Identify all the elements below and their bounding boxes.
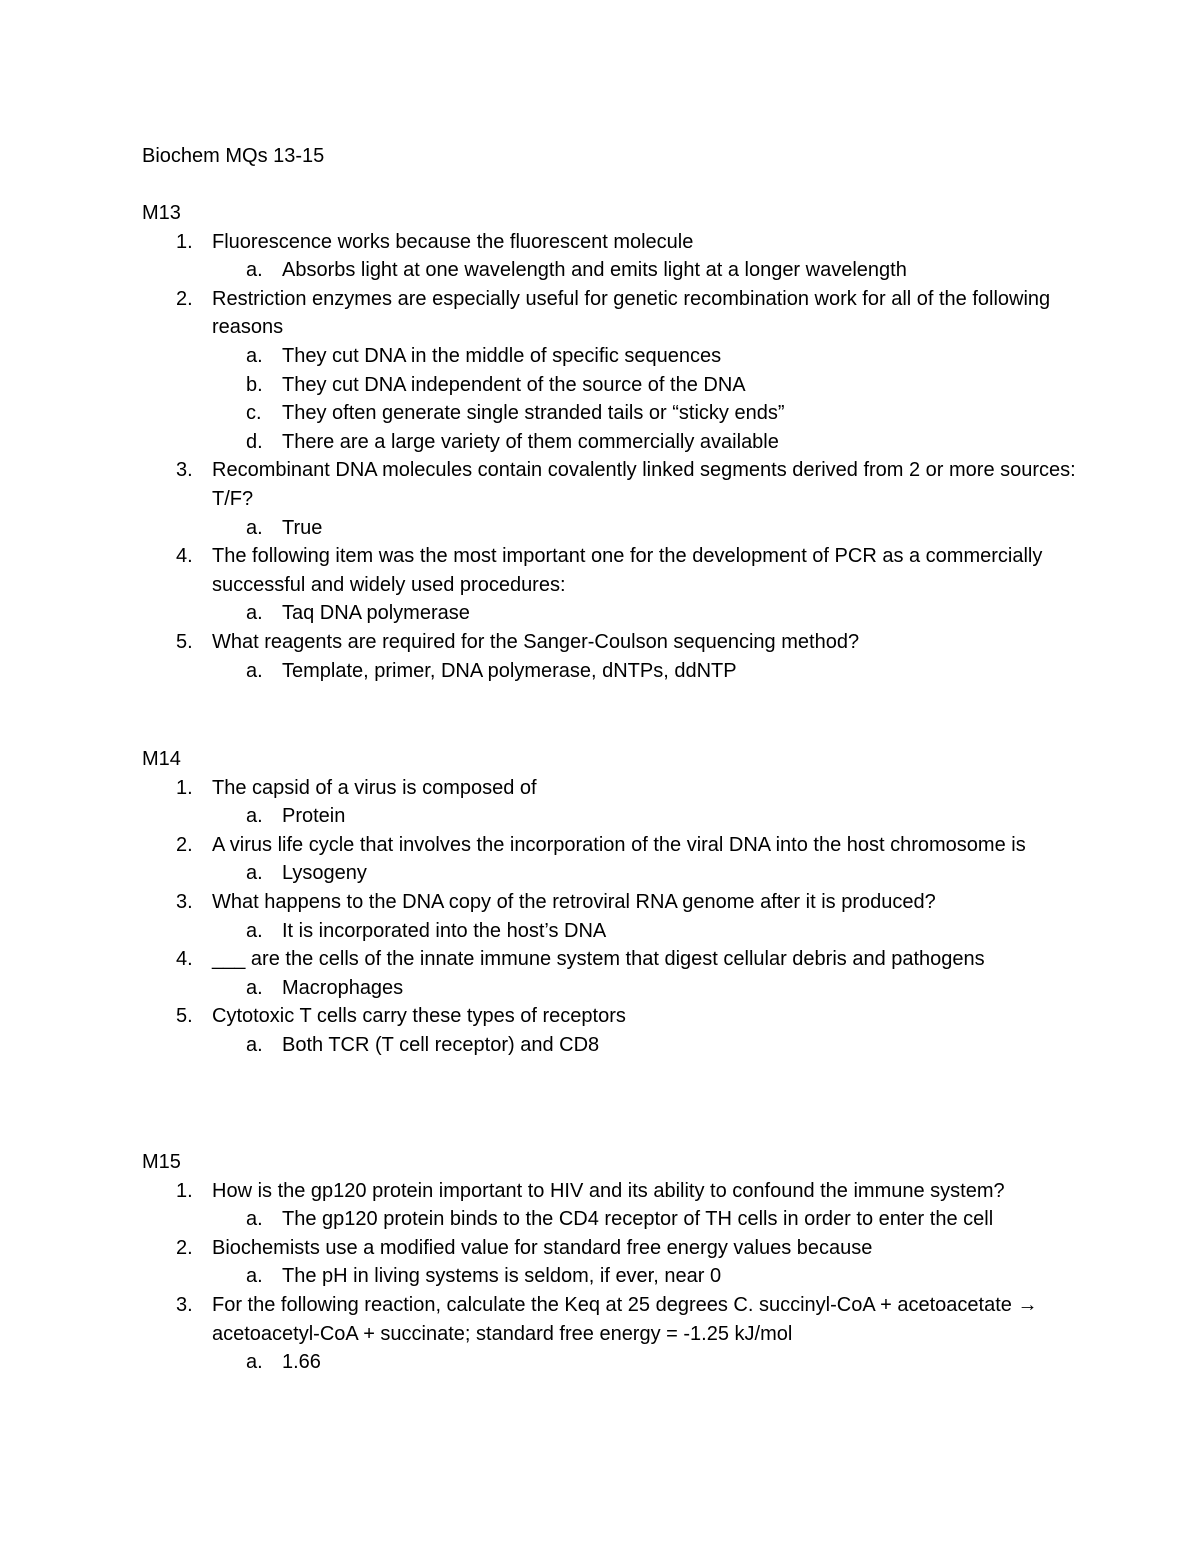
question-number: 1.	[176, 1179, 193, 1202]
answer-letter: a.	[246, 1265, 263, 1288]
answer-letter: a.	[246, 516, 263, 539]
question-text: The capsid of a virus is composed of	[212, 776, 537, 799]
answer-text: Template, primer, DNA polymerase, dNTPs, ddNTP	[282, 659, 737, 682]
answer-letter: a.	[246, 1351, 263, 1374]
question-item	[142, 1002, 1082, 1059]
question-text: Restriction enzymes are especially useful for genetic recombination work for all of the following reasons	[212, 287, 1051, 339]
answer-text: They cut DNA in the middle of specific sequences	[282, 344, 722, 367]
answer-letter: b.	[246, 373, 263, 396]
question-number: 1.	[176, 230, 193, 253]
answer-text: They cut DNA independent of the source of the DNA	[282, 373, 746, 396]
question-number: 5.	[176, 630, 193, 653]
section-heading: M15	[142, 1151, 181, 1173]
question-text: The following item was the most important one for the development of PCR as a commercially successful and widely used procedures:	[212, 545, 1043, 596]
document-title: Biochem MQs 13-15	[142, 145, 325, 167]
question-item	[142, 1177, 1082, 1234]
answer-text: Lysogeny	[282, 862, 367, 885]
answer-text: There are a large variety of them commercially available	[282, 430, 779, 453]
answer-text: Protein	[282, 805, 346, 828]
question-number: 3.	[176, 459, 193, 482]
answer-text: True	[282, 516, 323, 539]
answer-letter: a.	[246, 976, 263, 999]
question-item	[142, 945, 1082, 1002]
question-text: Recombinant DNA molecules contain covalently linked segments derived from 2 or more sources: T/F?	[212, 459, 1076, 510]
answer-letter: a.	[246, 344, 263, 367]
question-number: 3.	[176, 890, 193, 913]
answer-letter: c.	[246, 402, 262, 425]
answer-letter: d.	[246, 430, 263, 453]
answer-text: Macrophages	[282, 976, 404, 999]
question-text: A virus life cycle that involves the incorporation of the viral DNA into the host chromosome is	[212, 833, 1026, 856]
answer-letter: a.	[246, 805, 263, 828]
question-item	[142, 831, 1082, 888]
answer-letter: a.	[246, 1208, 263, 1231]
answer-text: 1.66	[282, 1351, 321, 1374]
section-m15	[142, 1148, 1082, 1377]
question-item	[142, 228, 1082, 285]
question-item	[142, 1291, 1082, 1377]
answer-letter: a.	[246, 1033, 263, 1056]
question-text: Cytotoxic T cells carry these types of receptors	[212, 1005, 626, 1028]
answer-letter: a.	[246, 259, 263, 282]
section-heading: M13	[142, 202, 181, 224]
answer-text: They often generate single stranded tails or “sticky ends”	[282, 402, 785, 425]
answer-letter: a.	[246, 919, 263, 942]
question-number: 2.	[176, 833, 193, 856]
question-text: What reagents are required for the Sanger-Coulson sequencing method?	[212, 630, 860, 653]
question-text: Fluorescence works because the fluorescent molecule	[212, 230, 694, 253]
question-number: 4.	[176, 545, 193, 568]
question-item	[142, 542, 1082, 628]
question-number: 5.	[176, 1005, 193, 1028]
question-text: What happens to the DNA copy of the retroviral RNA genome after it is produced?	[212, 890, 936, 913]
question-text: For the following reaction, calculate the Keq at 25 degrees C. succinyl-CoA + acetoacetate → acetoacetyl-CoA + succinate; standard free energy = -1.25 kJ/mol	[212, 1293, 1038, 1345]
answer-text: The gp120 protein binds to the CD4 receptor of TH cells in order to enter the cell	[282, 1208, 994, 1231]
question-text: Biochemists use a modified value for standard free energy values because	[212, 1236, 873, 1259]
question-text: How is the gp120 protein important to HIV and its ability to confound the immune system?	[212, 1179, 1005, 1202]
question-number: 2.	[176, 1236, 193, 1259]
question-number: 1.	[176, 776, 193, 799]
section-m13	[142, 199, 1082, 685]
question-item	[142, 285, 1082, 457]
question-number: 4.	[176, 948, 193, 971]
question-number: 3.	[176, 1293, 193, 1316]
answer-text: The pH in living systems is seldom, if ever, near 0	[282, 1265, 722, 1288]
question-item	[142, 628, 1082, 685]
answer-text: Both TCR (T cell receptor) and CD8	[282, 1033, 600, 1056]
answer-text: Taq DNA polymerase	[282, 602, 470, 625]
question-item	[142, 774, 1082, 831]
question-text: ___ are the cells of the innate immune system that digest cellular debris and pathogens	[212, 948, 985, 971]
answer-letter: a.	[246, 602, 263, 625]
question-item	[142, 888, 1082, 945]
answer-text: It is incorporated into the host’s DNA	[282, 919, 607, 942]
answer-text: Absorbs light at one wavelength and emits light at a longer wavelength	[282, 259, 907, 282]
question-number: 2.	[176, 287, 193, 310]
question-item	[142, 1234, 1082, 1291]
section-m14	[142, 745, 1082, 1060]
answer-letter: a.	[246, 862, 263, 885]
answer-letter: a.	[246, 659, 263, 682]
section-heading: M14	[142, 748, 181, 770]
question-item	[142, 456, 1082, 542]
